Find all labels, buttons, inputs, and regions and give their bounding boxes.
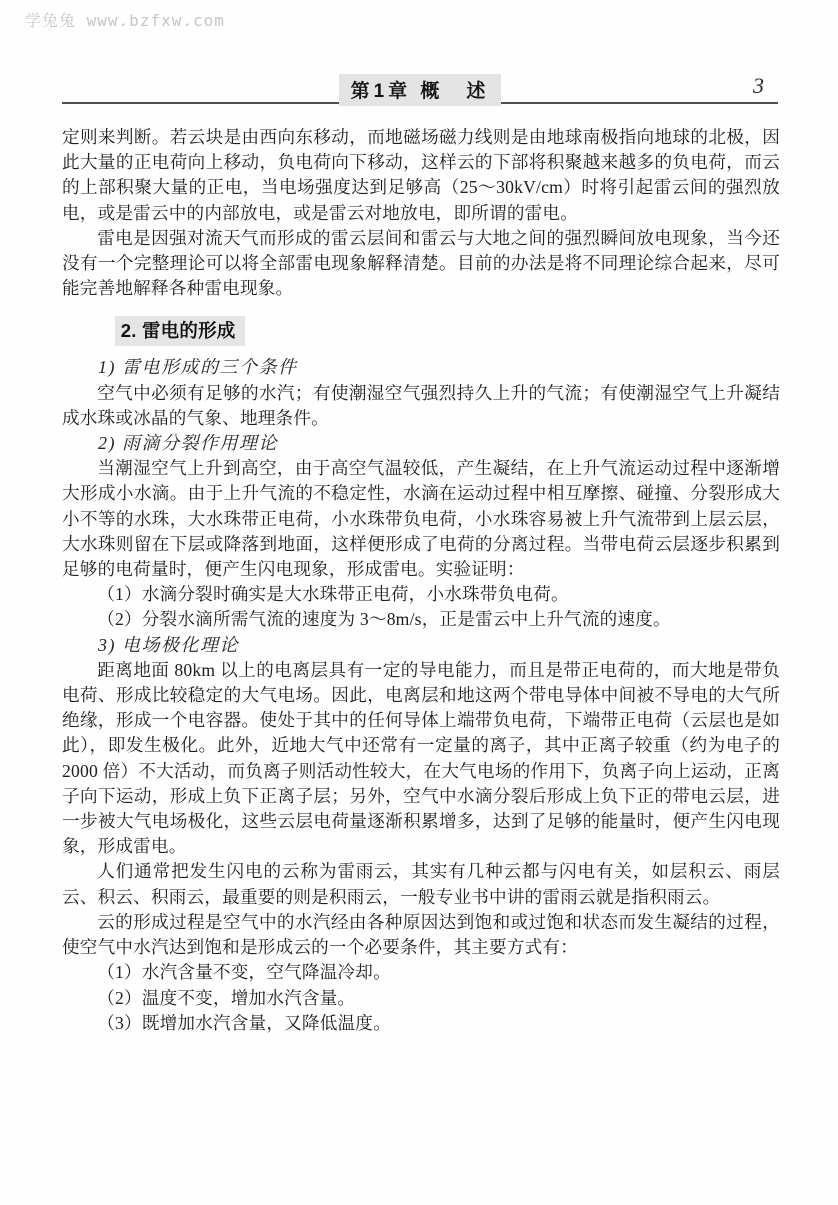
list-item: （2）温度不变，增加水汽含量。 bbox=[97, 987, 356, 1008]
list-item: （1）水滴分裂时确实是大水珠带正电荷，小水珠带负电荷。 bbox=[97, 584, 569, 605]
page-body bbox=[62, 125, 780, 1036]
paragraph: 人们通常把发生闪电的云称为雷雨云，其实有几种云都与闪电有关，如层积云、雨层云、积云、积雨云，最重要的则是积雨云，一般专业书中讲的雷雨云就是指积雨云。 bbox=[62, 861, 780, 907]
subsection-heading: 1) 雷电形成的三个条件 bbox=[98, 357, 298, 378]
list-item: （3）既增加水汽含量，又降低温度。 bbox=[97, 1012, 391, 1033]
section-heading bbox=[62, 315, 780, 346]
paragraph: 空气中必须有足够的水汽；有使潮湿空气强烈持久上升的气流；有使潮湿空气上升凝结成水珠或冰晶的气象、地理条件。 bbox=[62, 382, 780, 428]
list-item: （1）水汽含量不变，空气降温冷却。 bbox=[97, 962, 391, 983]
subsection-heading: 2) 雨滴分裂作用理论 bbox=[98, 433, 278, 454]
continuation-paragraph: 定则来判断。若云块是由西向东移动，而地磁场磁力线则是由地球南极指向地球的北极，因此大量的正电荷向上移动，负电荷向下移动，这样云的下部将积聚越来越多的负电荷，而云的上部积聚大量的正电，当电场强度达到足够高（25～30kV/cm）时将引起雷云间的强烈放电，或是雷云中的内部放电，或是雷云对地放电，即所谓的雷电。 bbox=[62, 127, 780, 223]
paragraph: 雷电是因强对流天气而形成的雷云层间和雷云与大地之间的强烈瞬间放电现象，当今还没有一个完整理论可以将全部雷电现象解释清楚。目前的办法是将不同理论综合起来，尽可能完善地解释各种雷电现象。 bbox=[62, 227, 780, 299]
page-header bbox=[62, 72, 778, 104]
section-heading-label: 2. 雷电的形成 bbox=[115, 316, 246, 346]
page-number: 3 bbox=[753, 73, 764, 98]
paragraph: 距离地面 80km 以上的电离层具有一定的导电能力，而且是带正电荷的，而大地是带负电荷、形成比较稳定的大气电场。因此，电离层和地这两个带电导体中间被不导电的大气所绝缘，形成一个电容器。使处于其中的任何导体上端带负电荷，下端带正电荷（云层也是如此），即发生极化。此外，近地大气中还常有一定量的离子，其中正离子较重（约为电子的 2000 倍）不大活动，而负离子则活动性较大，在大气电场的作用下，负离子向上运动，正离子向下运动，形成上负下正离子层；另外，空气中水滴分裂后形成上负下正的带电云层，进一步被大气电场极化，这些云层电荷量逐渐积累增多，达到了足够的能量时，便产生闪电现象，形成雷电。 bbox=[62, 659, 780, 857]
paragraph: 当潮湿空气上升到高空，由于高空气温较低，产生凝结，在上升气流运动过程中逐渐增大形成小水滴。由于上升气流的不稳定性，水滴在运动过程中相互摩擦、碰撞、分裂形成大小不等的水珠，大水珠带正电荷，小水珠带负电荷，小水珠容易被上升气流带到上层云层，大水珠则留在下层或降落到地面，这样便形成了电荷的分离过程。当带电荷云层逐步积累到足够的电荷量时，便产生闪电现象，形成雷电。实验证明： bbox=[62, 458, 780, 580]
paragraph: 云的形成过程是空气中的水汽经由各种原因达到饱和或过饱和状态而发生凝结的过程，使空气中水汽达到饱和是形成云的一个必要条件，其主要方式有： bbox=[62, 911, 780, 958]
list-item: （2）分裂水滴所需气流的速度为 3～8m/s，正是雷云中上升气流的速度。 bbox=[97, 609, 671, 630]
chapter-heading bbox=[62, 74, 778, 106]
subsection-heading: 3) 电场极化理论 bbox=[98, 634, 239, 655]
chapter-heading-label: 第1章 概 述 bbox=[339, 74, 502, 106]
watermark-text: 学兔兔 www.bzfxw.com bbox=[25, 11, 225, 30]
